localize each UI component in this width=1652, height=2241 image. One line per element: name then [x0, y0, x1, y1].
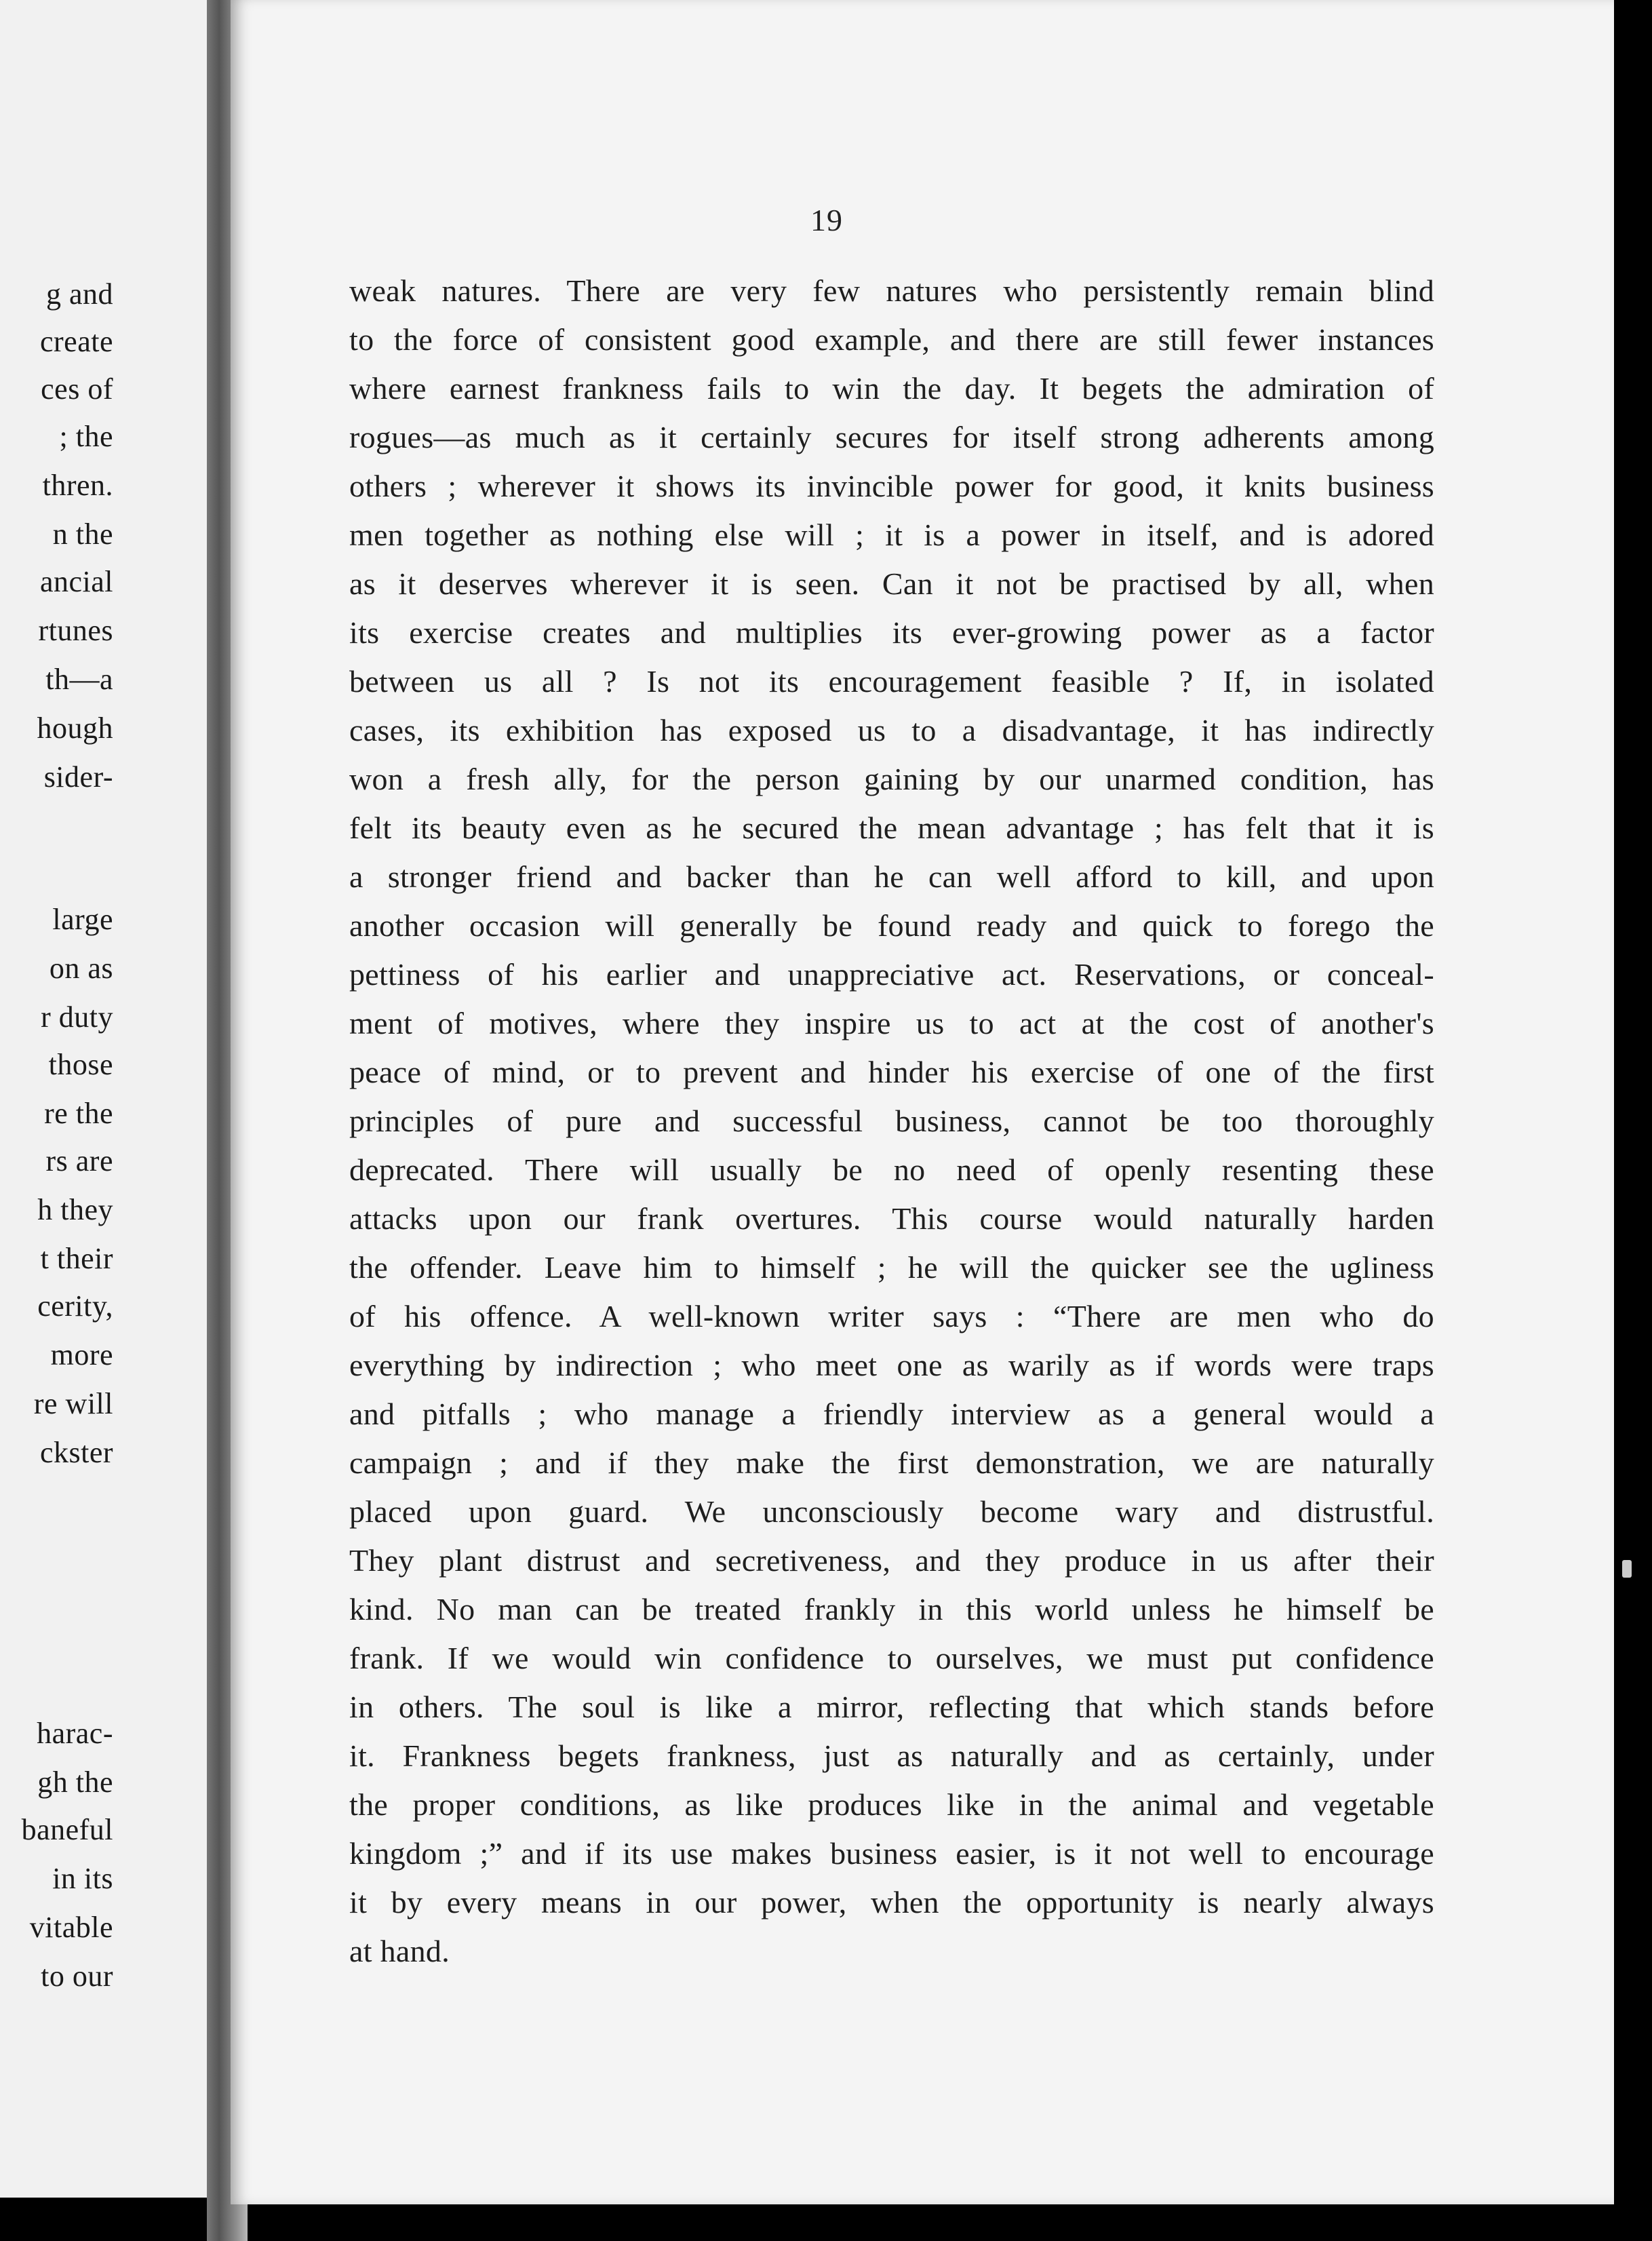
left-fragment: rs are [45, 1144, 113, 1177]
text-line: weak natures. There are very few natures who persistently remain blind [349, 273, 1434, 308]
text-line: kingdom ;” and if its use makes business easier, is it not well to encourage [349, 1836, 1434, 1871]
left-fragment: vitable [29, 1911, 113, 1944]
text-line: deprecated. There will usually be no need of openly resenting these [349, 1152, 1434, 1187]
text-line: the proper conditions, as like produces like in the animal and vegetable [349, 1787, 1434, 1822]
left-fragment: re will [33, 1387, 113, 1420]
left-fragment: large [52, 903, 113, 936]
text-line: peace of mind, or to prevent and hinder his exercise of one of the first [349, 1055, 1434, 1089]
text-line: as it deserves wherever it is seen. Can it not be practised by all, when [349, 566, 1434, 601]
page-number: 19 [810, 203, 843, 237]
text-line: between us all ? Is not its encouragement feasible ? If, in isolated [349, 664, 1434, 699]
left-fragment: more [50, 1338, 113, 1371]
left-fragment: on as [49, 952, 113, 985]
left-fragment: cerity, [37, 1289, 113, 1323]
left-fragment: hough [37, 712, 113, 745]
text-line: of his offence. A well-known writer says : “There are men who do [349, 1299, 1434, 1333]
text-line: another occasion will generally be found ready and quick to forego the [349, 908, 1434, 943]
left-fragment: g and [45, 277, 113, 311]
left-fragment: ckster [39, 1436, 113, 1469]
text-line: placed upon guard. We unconsciously become wary and distrustful. [349, 1494, 1434, 1529]
left-fragment: rtunes [38, 614, 113, 647]
left-fragment: ancial [39, 565, 113, 598]
left-fragment: t their [40, 1242, 113, 1275]
text-line: it. Frankness begets frankness, just as naturally and as certainly, under [349, 1738, 1434, 1773]
text-line: everything by indirection ; who meet one as warily as if words were traps [349, 1348, 1434, 1382]
text-line: it by every means in our power, when the opportunity is nearly always [349, 1885, 1434, 1920]
text-line: ment of motives, where they inspire us to act at the cost of another's [349, 1006, 1434, 1040]
left-page-fragment [0, 0, 214, 2198]
text-line: principles of pure and successful business, cannot be too thoroughly [349, 1104, 1434, 1138]
left-fragment: those [48, 1048, 113, 1081]
left-fragment: n the [52, 518, 113, 551]
text-line: won a fresh ally, for the person gaining by our unarmed condition, has [349, 762, 1434, 796]
text-line: They plant distrust and secretiveness, and they produce in us after their [349, 1543, 1434, 1578]
text-line: attacks upon our frank overtures. This course would naturally harden [349, 1201, 1434, 1236]
text-line: kind. No man can be treated frankly in this world unless he himself be [349, 1592, 1434, 1626]
text-line: frank. If we would win confidence to ourselves, we must put confidence [349, 1641, 1434, 1675]
left-fragment: ; the [59, 420, 113, 453]
text-line: its exercise creates and multiplies its ever-growing power as a factor [349, 615, 1434, 650]
left-fragment: create [40, 325, 113, 358]
text-line: felt its beauty even as he secured the mean advantage ; has felt that it is [349, 811, 1434, 845]
left-fragment: ces of [41, 372, 113, 406]
text-line: to the force of consistent good example, and there are still fewer instances [349, 322, 1434, 357]
left-fragment: gh the [37, 1766, 113, 1799]
left-fragment: harac- [37, 1717, 113, 1750]
left-fragment: in its [52, 1862, 113, 1895]
left-fragment: re the [44, 1097, 113, 1130]
left-fragment: r duty [41, 1000, 113, 1034]
text-line: the offender. Leave him to himself ; he will the quicker see the ugliness [349, 1250, 1434, 1285]
left-fragment: sider- [43, 760, 113, 794]
left-fragment: th—a [45, 663, 113, 696]
left-fragment: baneful [21, 1813, 113, 1846]
text-line: where earnest frankness fails to win the day. It begets the admiration of [349, 371, 1434, 406]
text-line: a stronger friend and backer than he can well afford to kill, and upon [349, 859, 1434, 894]
text-line: others ; wherever it shows its invincible power for good, it knits business [349, 469, 1434, 503]
text-line: men together as nothing else will ; it is a power in itself, and is adored [349, 518, 1434, 552]
left-fragment: thren. [42, 469, 113, 502]
text-line: campaign ; and if they make the first demonstration, we are naturally [349, 1445, 1434, 1480]
text-line: cases, its exhibition has exposed us to a disadvantage, it has indirectly [349, 713, 1434, 747]
text-line: pettiness of his earlier and unappreciative act. Reservations, or conceal- [349, 957, 1434, 992]
text-line: rogues—as much as it certainly secures for itself strong adherents among [349, 420, 1434, 454]
text-line: at hand. [349, 1934, 450, 1968]
left-fragment: to our [41, 1960, 113, 1993]
page-edge-mark [1622, 1560, 1632, 1578]
text-line: in others. The soul is like a mirror, reflecting that which stands before [349, 1690, 1434, 1724]
left-fragment: h they [37, 1193, 113, 1226]
text-line: and pitfalls ; who manage a friendly interview as a general would a [349, 1397, 1434, 1431]
